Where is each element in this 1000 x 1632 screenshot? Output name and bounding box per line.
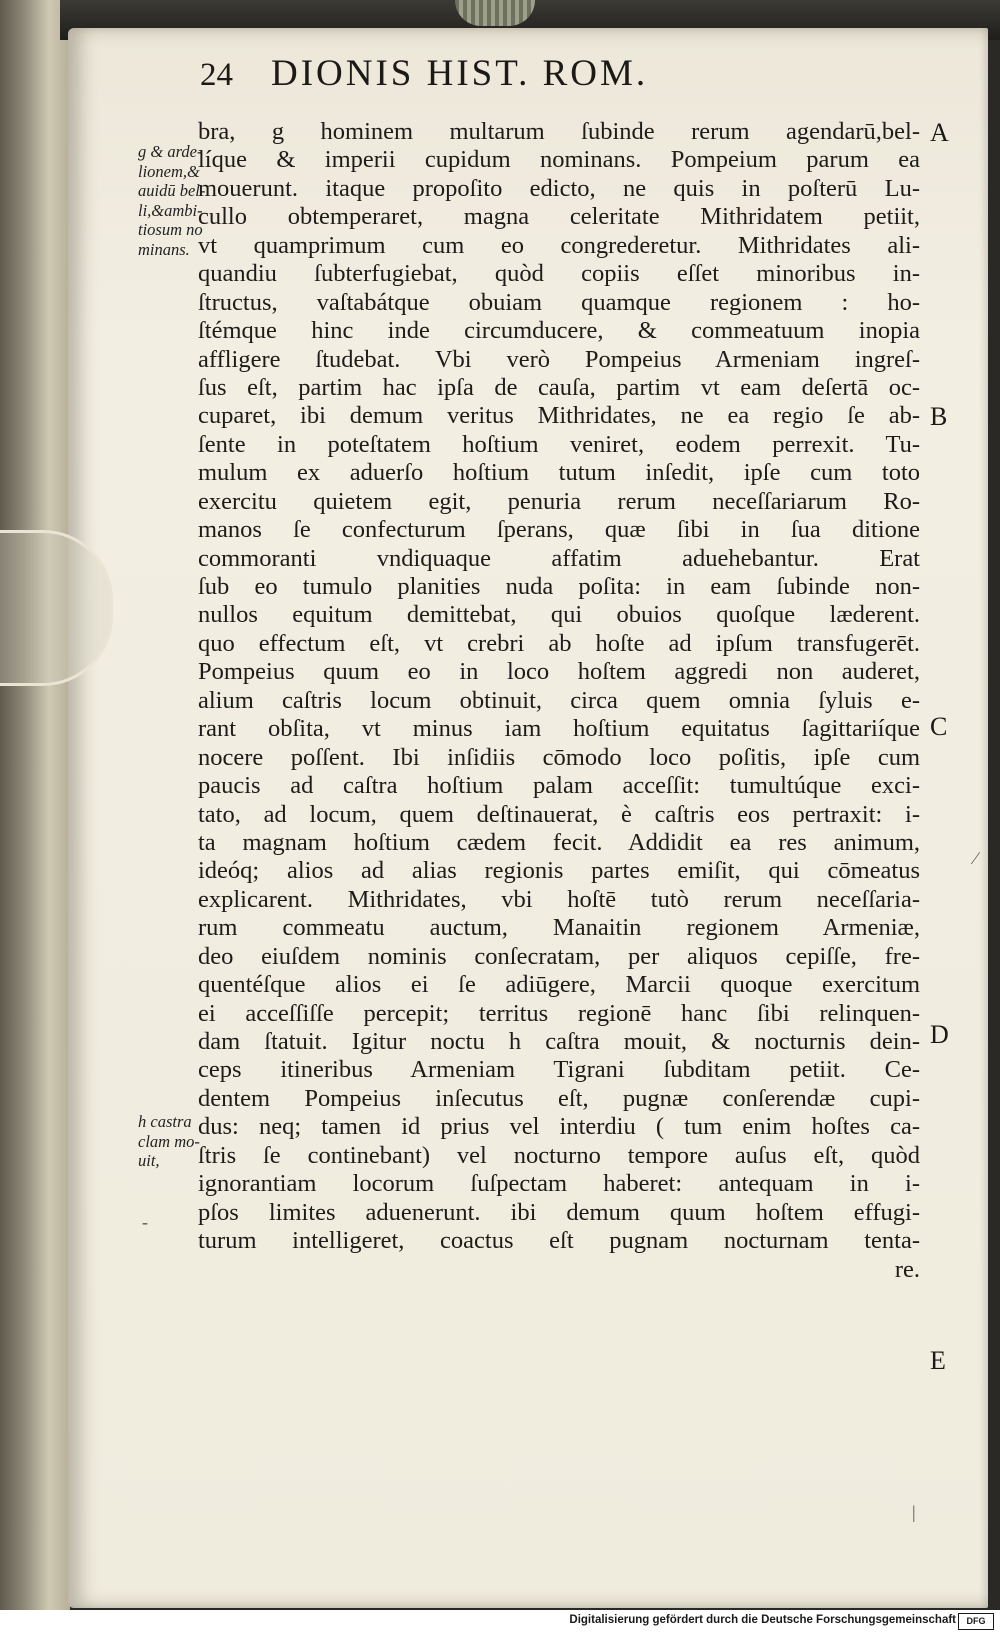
text-line: manos ſe confecturum ſperans, quæ ſibi in ſua ditione [198,516,920,544]
margin-note-line: clam mo- [138,1131,200,1151]
text-line: ſtris ſe continebant) vel nocturno tempore auſus eſt, quòd [198,1141,920,1169]
section-marker-c: C [930,712,948,741]
page-header [200,52,840,112]
text-line: exercitu quietem egit, penuria rerum neceſſariarum Ro- [198,487,920,515]
text-line: nocere poſſent. Ibi inſidiis cōmodo loco poſitis, ipſe cum [198,743,920,771]
text-line: ſus eſt, partim hac ipſa de cauſa, partim vt eam deſertā oc- [198,373,920,401]
section-marker-a: A [930,118,949,147]
text-line: dam ſtatuit. Igitur noctu h caſtra mouit, & nocturnis dein- [198,1028,920,1055]
dfg-logo: DFG [958,1613,994,1630]
text-line: ignorantiam locorum ſuſpectam haberet: antequam in i- [198,1170,920,1198]
running-title: DIONIS HIST. ROM. [271,53,649,94]
section-marker-b: B [930,402,948,431]
book-edge [0,0,70,1610]
text-line: quandiu ſubterfugiebat, quòd copiis eſſet minoribus in- [198,260,920,288]
text-line: Pompeius quum eo in loco hoſtem aggredi non auderet, [198,658,920,686]
text-line: dus: neq; tamen id prius vel interdiu ( tum enim hoſtes ca- [198,1113,920,1141]
margin-note-line: lionem,& [138,161,200,181]
section-marker-e: E [930,1346,946,1375]
text-line: quentéſque alios ei ſe adiūgere, Marcii quoque exercitum [198,971,920,999]
text-line: ſente in poteſtatem hoſtium veniret, eodem perrexit. Tu- [198,430,920,458]
margin-note-line: uit, [138,1151,160,1170]
text-line: mouerunt. itaque propoſito edicto, ne quis in poſterū Lu- [198,174,920,202]
text-line: quo effectum eſt, vt crebri ab hoſte ad ipſum transfugerēt. [198,629,920,657]
pencil-stroke-mark: | [912,1502,916,1522]
text-line: dentem Pompeius inſecutus eſt, pugnæ conſerendæ cupi- [198,1084,920,1112]
text-line: re. [894,1255,920,1283]
text-line: ſub eo tumulo planities nuda poſita: in eam ſubinde non- [198,573,920,600]
text-line: ſtémque hinc inde circumducere, & commeatuum inopia [198,317,920,345]
text-line: cuparet, ibi demum veritus Mithridates, ne ea regio ſe ab- [198,402,920,430]
text-line: líque & imperii cupidum nominans. Pompeium parum ea [198,146,920,174]
funding-credit: Digitalisierung gefördert durch die Deutsche Forschungsgemeinschaft [569,1614,956,1626]
text-line: paucis ad caſtra hoſtium palam acceſſit: tumultúque exci- [198,772,920,800]
text-line: rum commeatu auctum, Manaitin regionem Armeniæ, [198,914,920,942]
margin-note-line: auidū bel- [138,181,206,200]
margin-note-line: li,&ambi- [138,200,203,220]
text-line: ta magnam hoſtium cædem fecit. Addidit ea res animum, [198,828,920,856]
text-line: mulum ex aduerſo hoſtium tutum inſedit, ipſe cum toto [198,459,920,487]
margin-note-line: tiosum no [138,220,203,239]
text-line: ideóq; alios ad alias regionis partes emiſit, qui cōmeatus [198,857,920,885]
ink-dash-mark: - [142,1212,148,1232]
text-line: cullo obtemperaret, magna celeritate Mithridatem petiit, [198,203,920,231]
text-line: alium caſtris locum obtinuit, circa quem omnia ſyluis e- [198,686,920,714]
text-line: commoranti vndiquaque affatim aduehebantur. Erat [198,544,920,572]
text-line: ei acceſſiſſe percepit; territus regionē hanc ſibi relinquen- [198,999,920,1027]
text-line: bra, g hominem multarum ſubinde rerum agendarū,bel- [198,118,920,145]
footer-bar [0,1610,1000,1632]
text-line: explicarent. Mithridates, vbi hoſtē tutò rerum neceſſaria- [198,885,920,913]
pencil-tick-mark: ∕ [974,848,978,868]
text-line: affligere ſtudebat. Vbi verò Pompeius Armeniam ingreſ- [198,345,920,373]
text-line: ſtructus, vaſtabátque obuiam quamque regionem : ho- [198,288,920,316]
margin-note-line: minans. [138,239,190,259]
text-line: deo eiuſdem nominis conſecratam, per aliquos cepiſſe, fre- [198,942,920,970]
body-text [198,118,920,1284]
text-line: tato, ad locum, quem deſtinauerat, è caſtris eos pertraxit: i- [198,800,920,828]
margin-note-line: h castra [138,1112,192,1131]
text-line: nullos equitum demittebat, qui obuios quoſque læderent. [198,601,920,629]
text-line: pſos limites aduenerunt. ibi demum quum hoſtem effugi- [198,1198,920,1226]
text-line: ceps itineribus Armeniam Tigrani ſubditam petiit. Ce- [198,1056,920,1084]
page-number: 24 [200,57,233,93]
text-line: vt quamprimum cum eo congrederetur. Mithridates ali- [198,231,920,259]
text-line: turum intelligeret, coactus eſt pugnam nocturnam tenta- [198,1227,920,1255]
margin-note-line: g & arde- [138,142,203,161]
text-line: rant obſita, vt minus iam hoſtium equitatus ſagittariíque [198,715,920,743]
section-marker-d: D [930,1020,949,1049]
